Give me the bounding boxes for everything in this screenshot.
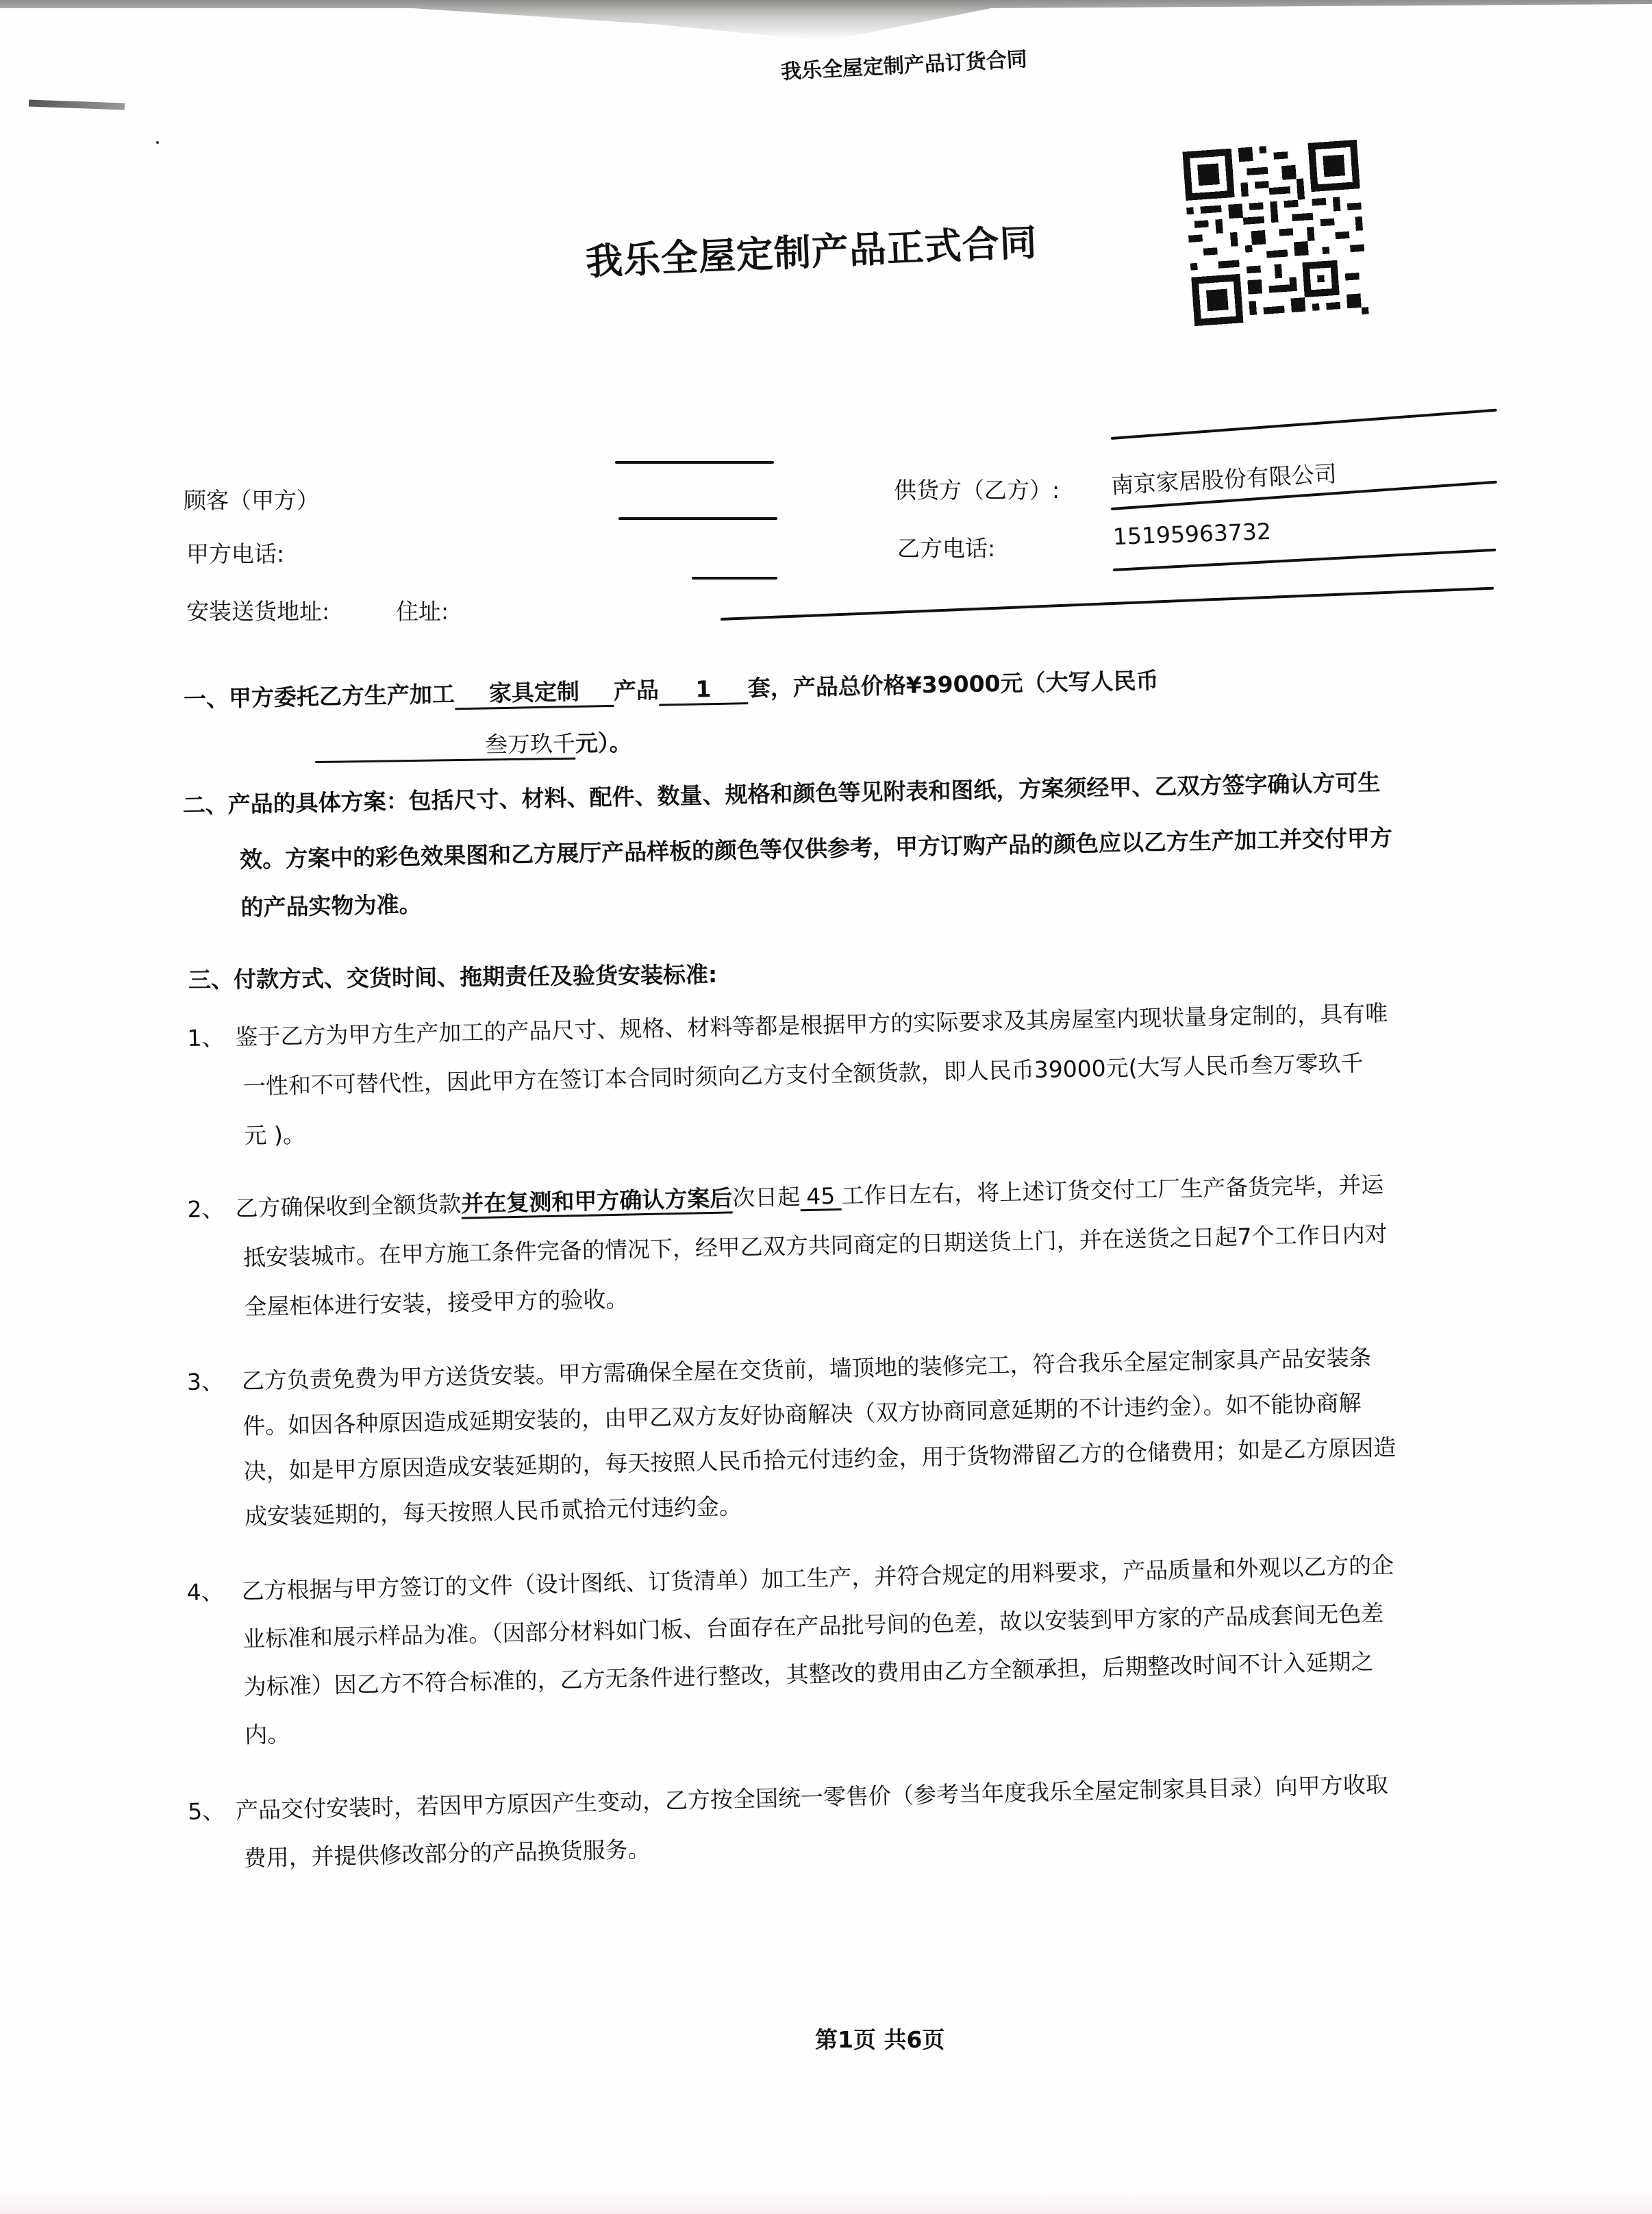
- clause-1-product-word: 产品: [613, 676, 660, 704]
- item-line: 决，如是甲方原因造成安装延期的，每天按照人民币拾元付违约金，用于货物滞留乙方的仓储费用；如是乙方原因造: [243, 1434, 1397, 1485]
- item-text: 次日起: [731, 1183, 801, 1212]
- item-number: 3、: [186, 1367, 225, 1396]
- item-line: 成安装延期的，每天按照人民币贰拾元付违约金。: [244, 1493, 742, 1530]
- supplier-phone-label: 乙方电话:: [897, 535, 996, 562]
- supplier-phone-line[interactable]: [1113, 549, 1496, 571]
- supplier-value: 南京家居股份有限公司: [1110, 460, 1338, 499]
- item-number: 5、: [187, 1797, 225, 1826]
- install-address-sublabel: 住址:: [396, 598, 449, 625]
- clause-1-closing: 元）。: [575, 729, 632, 757]
- customer-name-line[interactable]: [615, 461, 774, 464]
- item-line: 元 )。: [244, 1121, 306, 1149]
- running-header: 我乐全屋定制产品订货合同: [780, 47, 1028, 84]
- clause-3-item-4: [186, 1541, 1398, 1761]
- contract-title: 我乐全屋定制产品正式合同: [584, 221, 1038, 284]
- clause-1-prefix: 一、甲方委托乙方生产加工: [183, 680, 455, 712]
- clause-3-item-5: [187, 1761, 1390, 1884]
- photo-edge: [0, 2189, 1652, 2214]
- clause-2-line: 二、产品的具体方案：包括尺寸、材料、配件、数量、规格和颜色等见附表和图纸，方案须经甲、乙双方签字确认方可生: [182, 769, 1381, 819]
- clause-3-heading: 三、付款方式、交货时间、拖期责任及验货安装标准:: [188, 960, 718, 993]
- scan-dot: [156, 141, 159, 144]
- item-line: 乙方根据与甲方签订的文件（设计图纸、订货清单）加工生产，并符合规定的用料要求，产品质量和外观以乙方的企: [241, 1552, 1394, 1605]
- item-number: 2、: [187, 1195, 225, 1223]
- clause-1-suffix: 套，产品总价格¥39000元（大写人民币: [747, 667, 1159, 702]
- customer-phone-line[interactable]: [692, 577, 777, 580]
- item-line: 全屋柜体进行安装，接受甲方的验收。: [244, 1285, 629, 1321]
- product-type-field[interactable]: 家具定制: [455, 677, 614, 710]
- item-line: 为标准）因乙方不符合标准的，乙方无条件进行整改，其整改的费用由乙方全额承担，后期整改时间不计入延期之: [243, 1647, 1374, 1701]
- item-line: 产品交付安装时，若因甲方原因产生变动，乙方按全国统一零售价（参考当年度我乐全屋定制家具目录）向甲方收取: [235, 1771, 1389, 1824]
- item-number: 4、: [186, 1578, 225, 1606]
- item-line: 费用，并提供修改部分的产品换货服务。: [243, 1835, 651, 1872]
- customer-label: 顾客（甲方）: [184, 487, 319, 514]
- amount-words-field[interactable]: 叁万玖千: [315, 730, 576, 763]
- clause-2-line: 的产品实物为准。: [240, 891, 422, 921]
- clause-2-line: 效。方案中的彩色效果图和乙方展厅产品样板的颜色等仅供参考，甲方订购产品的颜色应以乙方生产加工并交付甲方: [239, 824, 1393, 873]
- item-line: 业标准和展示样品为准。（因部分材料如门板、台面存在产品批号间的色差，故以安装到甲方家的产品成套间无色差: [242, 1600, 1384, 1653]
- item-line: 鉴于乙方为甲方生产加工的产品尺寸、规格、材料等都是根据甲方的实际要求及其房屋室内现状量身定制的，具有唯: [235, 999, 1388, 1051]
- item-line: 内。: [244, 1720, 290, 1749]
- clause-3-item-3: [186, 1334, 1397, 1541]
- supplier-phone-value: 15195963732: [1112, 517, 1272, 550]
- item-underlined-text: 并在复测和甲方确认方案后: [460, 1184, 733, 1217]
- item-number: 1、: [187, 1023, 225, 1052]
- page-indicator: 第1页 共6页: [815, 2026, 945, 2053]
- qr-code-icon: [1182, 134, 1369, 331]
- clause-3-item-2: [187, 1160, 1389, 1333]
- clause-2: [182, 751, 1394, 933]
- supplier-label: 供货方（乙方）:: [894, 477, 1060, 503]
- scan-mark: [29, 100, 125, 110]
- item-line: 抵安装城市。在甲方施工条件完备的情况下，经甲乙双方共同商定的日期送货上门，并在送货之日起7个工作日内对: [242, 1220, 1388, 1271]
- item-line: 一性和不可替代性，因此甲方在签订本合同时须向乙方支付全额货款，即人民币39000元(大写人民币叁万零玖千: [242, 1049, 1364, 1100]
- clause-3-item-1: [187, 988, 1390, 1162]
- install-address-label: 安装送货地址:: [186, 598, 330, 625]
- item-line: 件。如因各种原因造成延期安装的，由甲乙双方友好协商解决（双方协商同意延期的不计违约金）。如不能协商解: [242, 1389, 1362, 1440]
- quantity-field[interactable]: 1: [658, 675, 748, 706]
- customer-phone-label: 甲方电话:: [186, 540, 285, 567]
- customer-name-line-2[interactable]: [618, 517, 777, 520]
- delivery-days-field[interactable]: 45: [800, 1184, 842, 1211]
- install-address-line[interactable]: [721, 587, 1494, 621]
- photo-shadow: [0, 0, 1652, 41]
- item-line: 乙方负责免费为甲方送货安装。甲方需确保全屋在交货前，墙顶地的装修完工，符合我乐全屋定制家具产品安装条: [241, 1343, 1372, 1395]
- item-text: 工作日左右，将上述订货交付工厂生产备货完毕，并运: [840, 1171, 1384, 1210]
- item-text: 乙方确保收到全额货款: [235, 1190, 462, 1222]
- supplier-top-line: [1111, 409, 1497, 440]
